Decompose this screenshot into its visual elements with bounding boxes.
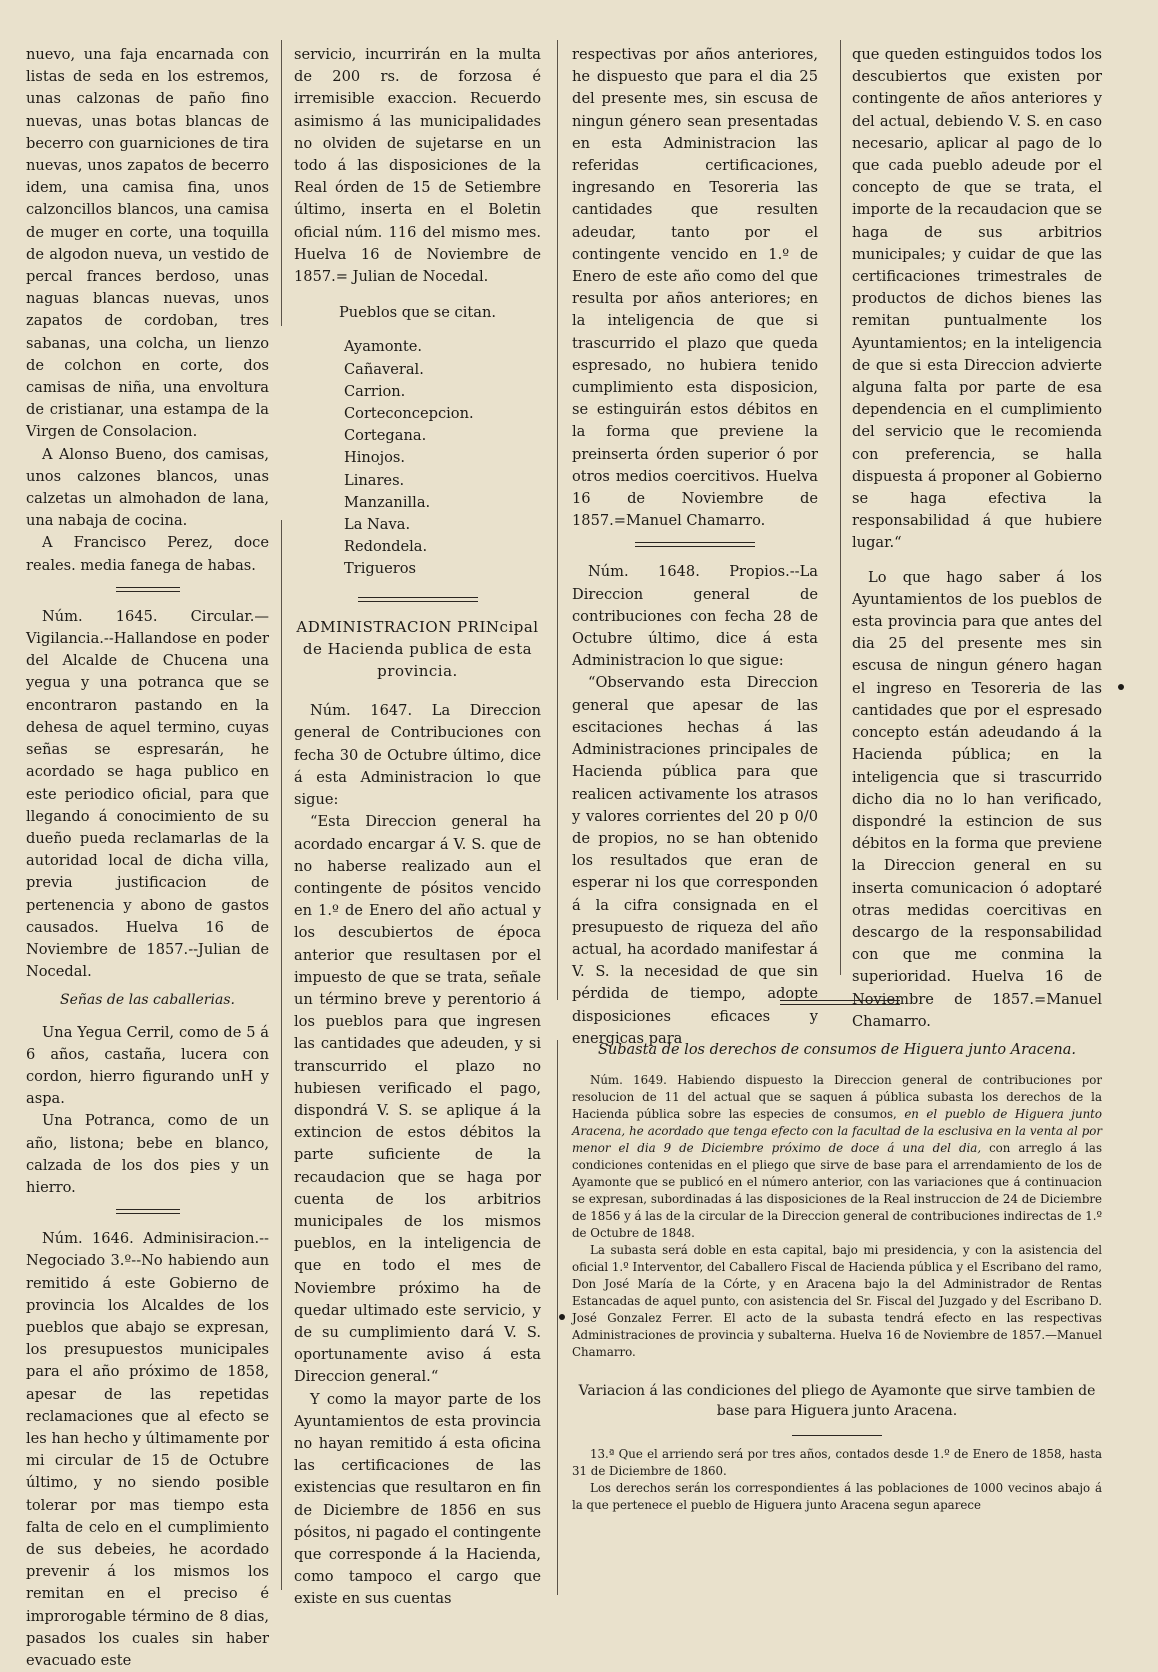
column-divider <box>557 40 558 1000</box>
article-text: “Esta Direccion general ha acordado encargar á V. S. que de no haberse realizado aun el contingente de pósitos vencido en 1.º de Enero del año actual y los descubiertos de época anterior que resultasen por el impuesto de que se trata, señale un término breve y perentorio á los pueblos para que ingresen las cantidades que adeuden, y si transcurrido el plazo no hubiesen verificado el pago, dispondrá V. S. se aplique á la extincion de estos débitos la parte suficiente de la recaudacion que se haga por cuenta de los arbitrios municipales de los mismos pueblos, en la inteligencia de que en todo el mes de Noviembre próximo ha de quedar ultimado este servicio, y de su cumplimiento dará V. S. oportunamente aviso á esta Direccion general.“ <box>294 813 541 1386</box>
article-text: respectivas por años anteriores, he dispuesto que para el dia 25 del presente mes, sin escusa de ningun género sean presentadas en esta Administracion las referidas certificaciones, ingresando en Tesoreria las cantidades que resulten adeudar, tanto por el contingente vencido en 1.º de Enero de este año como del que resulta por años anteriores; en la inteligencia de que si trascurrido el plazo que queda espresado, no hubiera tenido cumplimiento esta disposicion, se estinguirán estos débitos en la forma que previene la preinserta órden superior ó por otros medios coercitivos. Huelva 16 de Noviembre de 1857.=Manuel Chamarro. <box>572 46 818 530</box>
section-caption: Señas de las caballerias. <box>60 992 235 1009</box>
notice-1649-part-1: Núm. 1649. Habiendo dispuesto la Direccion general de contribuciones por resolucion de 11 del actual que se saquen á pública subasta los derechos de la Hacienda pública sobre las especies de consumos, <box>572 1073 1102 1121</box>
list-item: Manzanilla. <box>344 493 431 511</box>
column-divider <box>557 1040 558 1595</box>
section-title: Subasta de los derechos de consumos de Higuera junto Aracena. <box>597 1042 1077 1058</box>
notice-1649-italic: en el pueblo de Higuera junto Aracena, he acordado que tenga efecto con la facultad de la esclusiva en la venta al por menor el dia 9 de Diciembre próximo de doce á una del dia, <box>572 1107 1103 1155</box>
separator-rule <box>780 1000 900 1005</box>
article-text: nuevo, una faja encarnada con listas de seda en los estremos, unas calzonas de paño fino nuevas, unas botas blancas de becerro con guarniciones de tira nuevas, unos zapatos de becerro idem, una camisa fina, unos calzoncillos blancos, una camisa de muger en corte, una toquilla de algodon nueva, un vestido de percal frances berdoso, unas naguas blancas nuevas, unos zapatos de cordoban, tres sabanas, una colcha, un lienzo de colchon en corte, dos camisas de niña, una envoltura de cristianar, una estampa de la Virgen de Consolacion. <box>26 46 269 441</box>
list-item: Carrion. <box>344 382 406 400</box>
column-divider <box>281 40 282 326</box>
notice-1649-part-3: con arreglo á las condiciones contenidas en el pliego que sirve de base para el arrendamiento de los de Ayamonte que se publicó en el número anterior, con las variaciones que á continuacion se expresan, subordinadas á las disposiciones de la Real instruccion de 24 de Diciembre de 1856 y á las de la circular de la Direccion general de contribuciones indirectas de 1.º de Octubre de 1848. <box>572 1141 1102 1240</box>
notice-1648: Núm. 1648. Propios.--La Direccion general de contribuciones con fecha 28 de Octubre último, dice á esta Administracion lo que sigue: <box>572 563 818 670</box>
article-text: Los derechos serán los correspondientes á las poblaciones de 1000 vecinos abajo á la que pertenece el pueblo de Higuera junto Aracena segun aparece <box>572 1481 1102 1512</box>
article-text: La subasta será doble en esta capital, bajo mi presidencia, y con la asistencia del oficial 1.º Interventor, del Caballero Fiscal de Hacienda pública y el Escribano del ramo, Don José María de la Córte, y en Aracena bajo la del Administrador de Rentas Estancadas de aquel punto, con asistencia del Sr. Fiscal del Juzgado y del Escribano D. José Gonzalez Ferrer. El acto de la subasta tendrá efecto en las respectivas Administraciones de provincia y subalterna. Huelva 16 de Noviembre de 1857.—Manuel Chamarro. <box>572 1243 1102 1359</box>
separator-rule <box>635 542 755 547</box>
column-divider <box>281 520 282 1590</box>
list-item: Cortegana. <box>344 427 427 445</box>
article-text: Una Potranca, como de un año, listona; bebe en blanco, calzada de los dos pies y un hierro. <box>26 1112 269 1196</box>
column-4 <box>852 44 1102 1030</box>
notice-1646: Núm. 1646. Adminisiracion.--Negociado 3.º--No habiendo aun remitido á este Gobierno de provincia los Alcaldes de los pueblos que abajo se expresan, los presupuestos municipales para el año próximo de 1858, apesar de las repetidas reclamaciones que al efecto se les han hecho y últimamente por mi circular de 15 de Octubre último, y no siendo posible tolerar por mas tiempo esta falta de celo en el cumplimiento de sus debeies, he acordado prevenir á los mismos los remitan en el preciso é improrogable término de 8 dias, pasados los cuales sin haber evacuado este <box>26 1230 269 1670</box>
column-3 <box>572 44 818 1047</box>
separator-rule <box>792 1435 882 1436</box>
column-divider <box>840 40 841 975</box>
section-heading: ADMINISTRACION PRINcipal de Hacienda publica de esta provincia. <box>296 617 539 681</box>
column-1 <box>26 44 269 1670</box>
article-text: servicio, incurrirán en la multa de 200 rs. de forzosa é irremisible exaccion. Recuerdo asimismo á las municipalidades no olviden de sujetarse en un todo á las disposiciones de la Real órden de 15 de Setiembre último, inserta en el Boletin oficial núm. 116 del mismo mes. Huelva 16 de Noviembre de 1857.= Julian de Nocedal. <box>294 46 541 286</box>
section-subtitle: Variacion á las condiciones del pliego de Ayamonte que sirve tambien de base para Higuera junto Aracena. <box>578 1383 1096 1419</box>
notice-1649 <box>572 1072 1102 1242</box>
article-text: A Alonso Bueno, dos camisas, unos calzones blancos, unas calzetas un almohadon de lana, una nabaja de cocina. <box>26 445 269 530</box>
article-text: Una Yegua Cerril, como de 5 á 6 años, castaña, lucera con cordon, hierro figurando unH y aspa. <box>26 1023 269 1108</box>
list-title: Pueblos que se citan. <box>338 304 496 322</box>
list-item: Ayamonte. <box>344 338 423 356</box>
separator-rule <box>116 587 180 592</box>
print-mark <box>559 1314 565 1320</box>
separator-rule <box>116 1209 180 1214</box>
list-item: La Nava. <box>344 516 411 534</box>
article-text: A Francisco Perez, doce reales. media fanega de habas. <box>26 534 269 574</box>
print-mark <box>1118 684 1124 690</box>
list-item: Corteconcepcion. <box>344 405 474 423</box>
article-text: 13.ª Que el arriendo será por tres años, contados desde 1.º de Enero de 1858, hasta 31 de Diciembre de 1860. <box>572 1447 1102 1478</box>
notice-1647: Núm. 1647. La Direccion general de Contribuciones con fecha 30 de Octubre último, dice á esta Administracion lo que sigue: <box>294 702 541 809</box>
article-text: Y como la mayor parte de los Ayuntamientos de esta provincia no hayan remitido á esta oficina las certificaciones de las existencias que resultaron en fin de Diciembre de 1856 en sus pósitos, ni pagado el contingente que corresponde á la Hacienda, como tampoco el cargo que existe en sus cuentas <box>294 1390 541 1608</box>
subasta-section <box>572 1040 1102 1514</box>
article-text: Lo que hago saber á los Ayuntamientos de los pueblos de esta provincia para que antes del dia 25 del presente mes sin escusa de ningun género hagan el ingreso en Tesoreria de las cantidades que por el espresado concepto están adeudando á la Hacienda pública; en la inteligencia que si trascurrido dicho dia no lo han verificado, dispondré la estincion de sus débitos en la forma que previene la Direccion general en su inserta comunicacion ó adoptaré otras medidas coercitivas en descargo de la responsabilidad con que me conmina la superioridad. Huelva 16 de Noviembre de 1857.=Manuel Chamarro. <box>852 568 1102 1030</box>
list-item: Trigueros <box>344 560 417 578</box>
notice-1645: Núm. 1645. Circular.— Vigilancia.--Hallandose en poder del Alcalde de Chucena una yegua y una potranca que se encontraron pastando en la dehesa de aquel termino, cuyas señas se espresarán, he acordado se haga publico en este periodico oficial, para que llegando á conocimiento de su dueño pueda reclamarlas de la autoridad local de dicha villa, previa justificacion de pertenencia y abono de gastos causados. Huelva 16 de Noviembre de 1857.--Julian de Nocedal. <box>26 607 269 981</box>
list-item: Redondela. <box>344 538 428 556</box>
list-item: Linares. <box>344 471 405 489</box>
column-2 <box>294 44 541 1608</box>
separator-rule <box>358 597 478 602</box>
towns-list <box>344 336 541 580</box>
article-text: que queden estinguidos todos los descubiertos que existen por contingente de años anteriores y del actual, debiendo V. S. en caso necesario, aplicar al pago de lo que cada pueblo adeude por el concepto de que se trata, el importe de la recaudacion que se haga de sus arbitrios municipales; y cuidar de que las certificaciones trimestrales de productos de dichos bienes las remitan puntualmente los Ayuntamientos; en la inteligencia de que si esta Direccion advierte alguna falta por parte de esa dependencia en el cumplimiento del servicio que le recomienda con preferencia, se halla dispuesta á proponer al Gobierno se haga efectiva la responsabilidad á que hubiere lugar.“ <box>852 46 1102 552</box>
list-item: Cañaveral. <box>344 360 424 378</box>
list-item: Hinojos. <box>344 449 406 467</box>
article-text: “Observando esta Direccion general que apesar de las escitaciones hechas á las Administraciones principales de Hacienda pública para que realicen activamente los atrasos y valores corrientes del 20 p 0/0 de propios, no se han obtenido los resultados que eran de esperar ni los que corresponden á la cifra consignada en el presupuesto de riqueza del año actual, ha acordado manifestar á V. S. la necesidad de que sin pérdida de tiempo, adopte disposiciones eficaces y energicas para <box>572 674 818 1047</box>
